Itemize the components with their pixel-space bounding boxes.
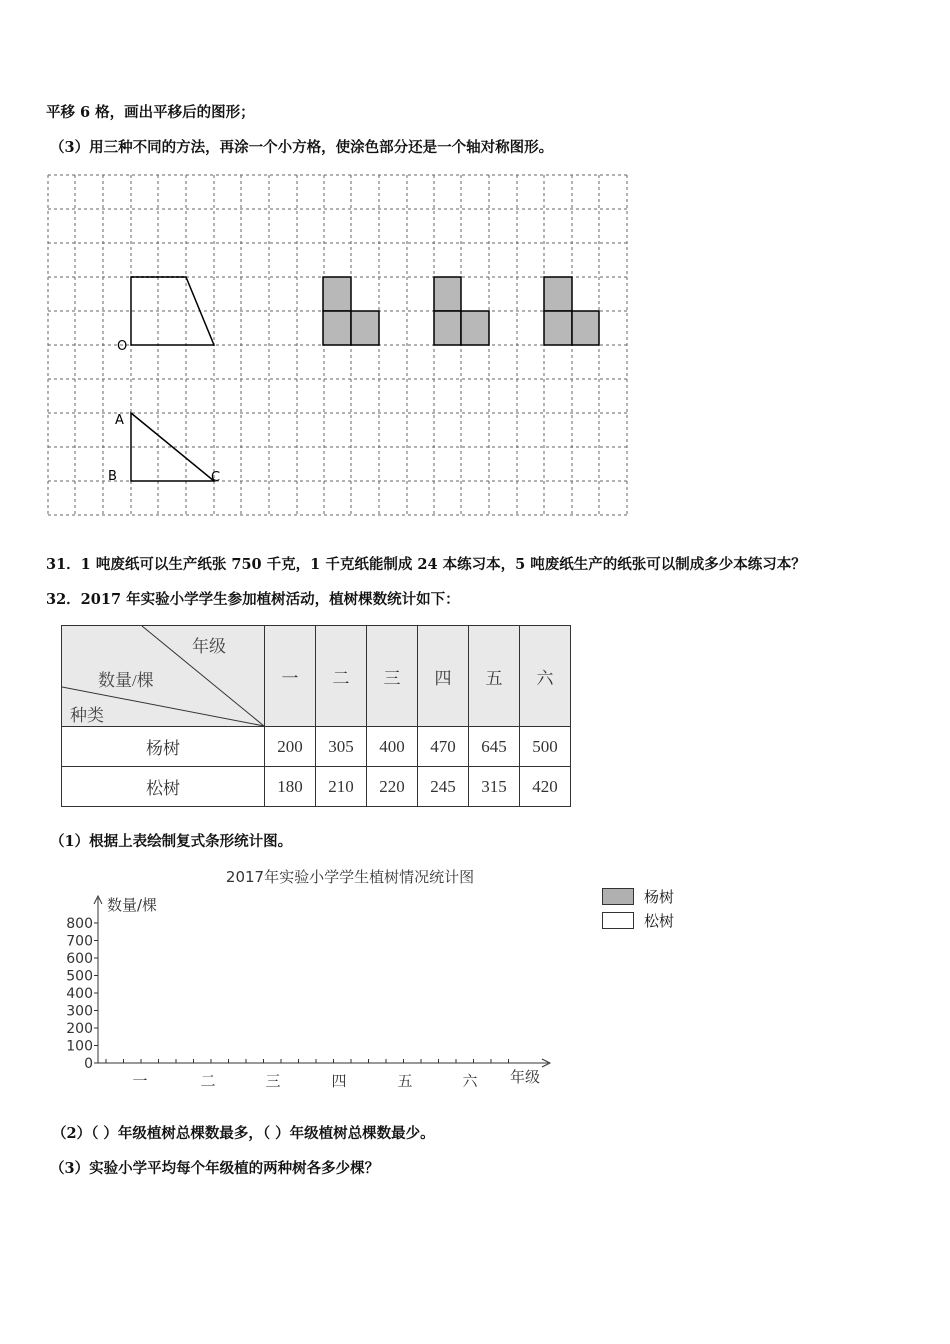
point-c-label: C <box>211 470 221 485</box>
y-tick-label: 500 <box>66 968 93 985</box>
row-label: 杨树 <box>62 727 265 767</box>
table-corner-cell <box>62 626 265 727</box>
x-category-label: 二 <box>200 1072 216 1090</box>
legend-label-pine: 松树 <box>644 911 675 930</box>
x-category-label: 一 <box>132 1072 148 1090</box>
y-tick-label: 0 <box>84 1056 93 1072</box>
legend-swatch-pine <box>602 912 634 929</box>
row-label: 松树 <box>62 767 265 807</box>
grade-header: 四 <box>418 626 469 727</box>
grade-header: 三 <box>367 626 418 727</box>
x-category-label: 五 <box>397 1072 413 1090</box>
y-axis-label: 数量/棵 <box>107 896 158 914</box>
table-row-pine <box>62 767 571 807</box>
table-header-row <box>62 626 571 727</box>
x-category-label: 六 <box>462 1072 478 1090</box>
table-cell: 180 <box>265 767 316 807</box>
table-cell: 210 <box>316 767 367 807</box>
table-cell: 245 <box>418 767 469 807</box>
chart-legend <box>602 884 674 932</box>
y-tick-label: 600 <box>66 951 93 967</box>
trapezoid-shape <box>131 277 214 345</box>
point-o-label: O <box>117 339 128 354</box>
l-shape-3 <box>544 277 599 345</box>
table-row-poplar <box>62 727 571 767</box>
y-tick-label: 200 <box>66 1021 93 1037</box>
table-cell: 400 <box>367 727 418 767</box>
y-tick-label: 300 <box>66 1003 93 1020</box>
y-tick-label: 800 <box>66 916 93 932</box>
grade-header: 五 <box>469 626 520 727</box>
y-tick-label: 100 <box>66 1038 93 1055</box>
corner-quantity-label: 数量/棵 <box>98 671 154 690</box>
instruction-symmetry: （3）用三种不同的方法，再涂一个小方格，使涂色部分还是一个轴对称图形。 <box>50 139 554 156</box>
sub-question-1: （1）根据上表绘制复式条形统计图。 <box>50 833 293 850</box>
y-tick-label: 700 <box>66 933 93 950</box>
corner-grade-label: 年级 <box>192 637 226 656</box>
corner-type-label: 种类 <box>70 706 104 725</box>
l-shape-1 <box>323 277 379 345</box>
table-cell: 220 <box>367 767 418 807</box>
legend-label-poplar: 杨树 <box>644 887 675 906</box>
grade-header: 一 <box>265 626 316 727</box>
instruction-translate: 平移 6 格，画出平移后的图形； <box>46 104 255 121</box>
grade-header: 二 <box>316 626 367 727</box>
table-cell: 645 <box>469 727 520 767</box>
legend-item-poplar <box>602 884 674 908</box>
table-cell: 420 <box>520 767 571 807</box>
grade-header: 六 <box>520 626 571 727</box>
x-category-label: 四 <box>331 1072 347 1090</box>
chart-title: 2017年实验小学学生植树情况统计图 <box>225 868 475 886</box>
point-b-label: B <box>108 469 117 484</box>
x-axis-label: 年级 <box>510 1068 541 1086</box>
y-tick-label: 400 <box>66 986 93 1002</box>
sub-question-3: （3）实验小学平均每个年级植的两种树各多少棵？ <box>50 1160 380 1177</box>
table-cell: 470 <box>418 727 469 767</box>
legend-item-pine <box>602 908 674 932</box>
question-32: 32．2017 年实验小学学生参加植树活动，植树棵数统计如下： <box>46 591 460 608</box>
sub-question-2: （2）（ ）年级植树总棵数最多，（ ）年级植树总棵数最少。 <box>52 1125 435 1142</box>
tree-count-table <box>61 625 571 807</box>
point-a-label: A <box>115 413 124 428</box>
bar-chart <box>0 860 950 1100</box>
l-shape-2 <box>434 277 489 345</box>
question-31: 31．1 吨废纸可以生产纸张 750 千克，1 千克纸能制成 24 本练习本，5 吨废纸生产的纸张可以制成多少本练习本？ <box>46 556 806 573</box>
triangle-abc <box>131 413 214 481</box>
table-cell: 305 <box>316 727 367 767</box>
x-category-label: 三 <box>265 1072 281 1090</box>
table-cell: 200 <box>265 727 316 767</box>
table-cell: 500 <box>520 727 571 767</box>
table-cell: 315 <box>469 767 520 807</box>
legend-swatch-poplar <box>602 888 634 905</box>
dotted-grid-figure <box>0 0 950 530</box>
